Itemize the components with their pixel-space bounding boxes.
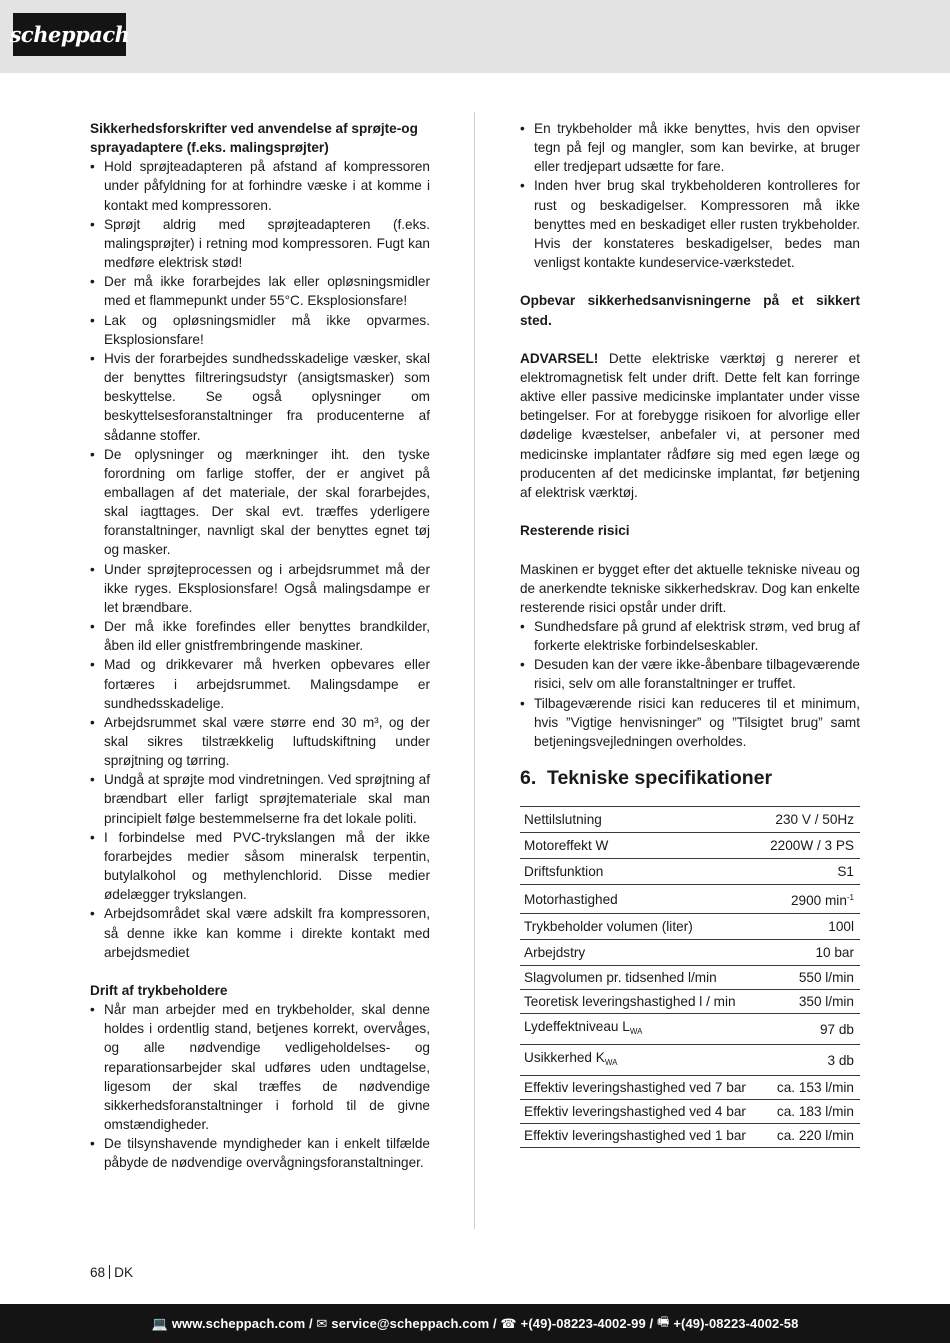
spec-label: Usikkerhed $K_{WA}$ xyxy=(520,1045,761,1076)
spec-value: 550 l/min xyxy=(761,966,860,990)
list-item: • De tilsynshavende myndigheder kan i enkelt tilfælde påbyde de nødvendige overvågningsforanstaltninger. xyxy=(90,1136,430,1171)
spec-label: Driftsfunktion xyxy=(520,859,761,885)
contact-separator: / xyxy=(489,1316,501,1331)
section-number: 6. xyxy=(520,767,537,790)
page-number xyxy=(90,1265,133,1280)
spec-value: 2900 $\min^{-1}$ xyxy=(761,885,860,914)
residual-risks-list xyxy=(520,617,860,751)
warning-text: Dette elektriske værktøj g nererer et elektromagnetisk felt under drift. Dette felt kan forringe aktive eller passive medicinske implantater under visse betingelser. For at forebygge risikoen for alvorlige eller dødelige kvæstelser, anbefaler vi, at personer med medicinske implantater rådføre sig med egen læge og producenten af det medicinske implantat, før betjening af elektrisk værktøj. xyxy=(520,350,860,500)
list-item: • Tilbageværende risici kan reduceres til et minimum, hvis ”Vigtige henvisninger” og ”Tilsigtet brug” samt betjeningsvejledningen overholdes. xyxy=(520,695,860,749)
table-row xyxy=(520,859,860,885)
table-row xyxy=(520,1100,860,1124)
table-row xyxy=(520,807,860,833)
spec-label: Teoretisk leveringshastighed l / min xyxy=(520,990,761,1014)
pressure-vessel-heading: Drift af trykbeholdere xyxy=(90,983,228,999)
spec-value: 100l xyxy=(761,914,860,940)
list-item: • Arbejdsområdet skal være adskilt fra kompressoren, så denne ikke kan komme i direkte kontakt med arbejdsmediet xyxy=(90,906,430,960)
spec-label: Trykbeholder volumen (liter) xyxy=(520,914,761,940)
table-row xyxy=(520,833,860,859)
language-code: DK xyxy=(114,1265,134,1280)
spec-value: ca. 220 l/min xyxy=(761,1124,860,1148)
spec-value: ca. 183 l/min xyxy=(761,1100,860,1124)
spec-label: Nettilslutning xyxy=(520,807,761,833)
page-number-separator xyxy=(109,1265,110,1279)
table-row xyxy=(520,1014,860,1045)
spec-label: Effektiv leveringshastighed ved 4 bar xyxy=(520,1100,761,1124)
spec-value: 350 l/min xyxy=(761,990,860,1014)
list-item: • Hvis der forarbejdes sundhedsskadelige væsker, skal der benyttes filtreringsudstyr (ansigtsmasker) som beskyttelse. Se også oplysninger om beskyttelsesforanstaltninger fra producenterne af sådanne stoffer. xyxy=(90,350,430,443)
list-item: • Hold sprøjteadapteren på afstand af kompressoren under påfyldning for at forhindre væske i at komme i kontakt med kompressoren. xyxy=(90,159,430,213)
spec-label: Effektiv leveringshastighed ved 7 bar xyxy=(520,1076,761,1100)
list-item: • Sundhedsfare på grund af elektrisk strøm, ved brug af forkerte elektriske forbindelseskabler. xyxy=(520,619,860,654)
contact-separator: / xyxy=(305,1316,317,1331)
spec-value: 10 bar xyxy=(761,940,860,966)
superscript: -1 xyxy=(846,893,854,903)
spec-label: Lydeffektniveau $L_{WA}$ xyxy=(520,1014,761,1045)
spec-label: Effektiv leveringshastighed ved 1 bar xyxy=(520,1124,761,1148)
spray-safety-list xyxy=(90,157,430,962)
residual-risks-intro: Maskinen er bygget efter det aktuelle tekniske niveau og de anerkendte tekniske sikkerhedskrav. Dog kan enkelte resterende risici opstår under drift. xyxy=(520,561,860,615)
spec-label: Motoreffekt W xyxy=(520,833,761,859)
contact-bar xyxy=(0,1304,950,1343)
list-item: • Under sprøjteprocessen og i arbejdsrummet må der ikke ryges. Eksplosionsfare! Også malingsdampe er let brændbare. xyxy=(90,561,430,615)
warning-paragraph xyxy=(520,349,860,502)
list-item: • Sprøjt aldrig med sprøjteadapteren (f.eks. malingsprøjter) i retning mod kompressoren. Fugt kan medføre elektrisk stød! xyxy=(90,216,430,271)
scheppach-logo: scheppach xyxy=(13,13,126,56)
vessel-continued-list xyxy=(520,119,860,272)
page-number-value: 68 xyxy=(90,1265,106,1280)
table-row xyxy=(520,1076,860,1100)
spec-value: 3 db xyxy=(761,1045,860,1076)
left-column xyxy=(90,119,430,1173)
contact-separator: / xyxy=(645,1316,657,1331)
email-link[interactable]: service@scheppach.com xyxy=(331,1316,490,1331)
list-item: • De oplysninger og mærkninger iht. den tyske forordning om farlige stoffer, der er angivet på emballagen af det materiale, der skal forarbejdes, skal iagttages. Der skal evt. træffes yderligere foranstaltninger, navnligt skal der benyttes egnet tøj og masker. xyxy=(90,446,430,558)
spec-label: Motorhastighed xyxy=(520,885,761,914)
spec-value: S1 xyxy=(761,859,860,885)
mail-icon: ✉ xyxy=(316,1315,328,1331)
list-item: • En trykbeholder må ikke benyttes, hvis den opviser tegn på fejl og mangler, som kan bevirke, at bruger eller tredjepart udsætte for fare. xyxy=(520,121,860,175)
table-row xyxy=(520,885,860,914)
phone-icon: ☎ xyxy=(500,1315,517,1331)
list-item: • Undgå at sprøjte mod vindretningen. Ved sprøjtning af brændbart eller farligt sprøjtemateriale skal man principielt følge bestemmelserne fra det lokale politi. xyxy=(90,772,430,826)
spec-value: 2200W / 3 PS xyxy=(761,833,860,859)
subscript: WA xyxy=(604,1058,618,1068)
spec-value: 230 V / 50Hz xyxy=(761,807,860,833)
warning-label: ADVARSEL! xyxy=(520,350,599,366)
spec-value: 97 db xyxy=(761,1014,860,1045)
list-item: • Lak og opløsningsmidler må ikke opvarmes. Eksplosionsfare! xyxy=(90,312,430,347)
residual-risks-heading: Resterende risici xyxy=(520,523,630,539)
computer-icon: 💻 xyxy=(151,1315,168,1331)
table-row xyxy=(520,1045,860,1076)
table-row xyxy=(520,1124,860,1148)
list-item: • Inden hver brug skal trykbeholderen kontrolleres for rust og beskadigelser. Kompressoren må ikke benyttes med en beskadiget eller rusten trykbeholder. Hvis der konstateres beskadigelser, bedes man venligst kontakte kundeservice-værkstedet. xyxy=(520,178,860,271)
spray-safety-heading: Sikkerhedsforskrifter ved anvendelse af sprøjte-og sprayadaptere (f.eks. malingsprøjter) xyxy=(90,121,418,156)
spec-label: Arbejdstry xyxy=(520,940,761,966)
table-row xyxy=(520,990,860,1014)
subscript: WA xyxy=(629,1027,643,1037)
phone-number[interactable]: +(49)-08223-4002-99 xyxy=(520,1316,646,1331)
list-item: • Når man arbejder med en trykbeholder, skal denne holdes i ordentlig stand, betjenes korrekt, overvåges, og alle nødvendige vedligeholdelses- og reparationsarbejder skal udføres uden undtagelse, ligesom der skal træffes de nødvendige sikkerhedsforanstaltninger i forhold til de givne omstændigheder. xyxy=(90,1002,430,1133)
specifications-table xyxy=(520,806,860,1148)
website-link[interactable]: www.scheppach.com xyxy=(171,1316,306,1331)
fax-number: +(49)-08223-4002-58 xyxy=(673,1316,799,1331)
right-column xyxy=(520,119,860,1148)
table-row xyxy=(520,940,860,966)
header-bar xyxy=(0,0,950,73)
keep-instructions-heading: Opbevar sikkerhedsanvisningerne på et sikkert sted. xyxy=(520,293,860,328)
list-item: • I forbindelse med PVC-trykslangen må der ikke forarbejdes medier såsom mineralsk terpentin, butylalkohol og methylenchlorid. Disse medier ødelægger trykslangen. xyxy=(90,829,430,903)
column-divider xyxy=(474,112,475,1229)
list-item: • Arbejdsrummet skal være større end 30 m³, og der skal sikres tilstrækkelig luftudskiftning under sprøjtning og tørring. xyxy=(90,714,430,769)
fax-icon: 🖷 xyxy=(656,1313,670,1329)
spec-section-title xyxy=(520,766,860,790)
section-title-text: Tekniske specifikationer xyxy=(547,767,773,790)
list-item: • Der må ikke forarbejdes lak eller opløsningsmidler med et flammepunkt under 55°C. Eksplosionsfare! xyxy=(90,274,430,309)
spec-value: ca. 153 l/min xyxy=(761,1076,860,1100)
spec-label: Slagvolumen pr. tidsenhed l/min xyxy=(520,966,761,990)
list-item: • Der må ikke forefindes eller benyttes brandkilder, åben ild eller gnistfrembringende maskiner. xyxy=(90,619,430,654)
list-item: • Desuden kan der være ikke-åbenbare tilbageværende risici, selv om alle foranstaltninger er truffet. xyxy=(520,657,860,692)
table-row xyxy=(520,914,860,940)
pressure-vessel-list xyxy=(90,1000,430,1172)
list-item: • Mad og drikkevarer må hverken opbevares eller fortæres i arbejdsrummet. Malingsdampe er sundhedsskadelige. xyxy=(90,657,430,711)
table-row xyxy=(520,966,860,990)
